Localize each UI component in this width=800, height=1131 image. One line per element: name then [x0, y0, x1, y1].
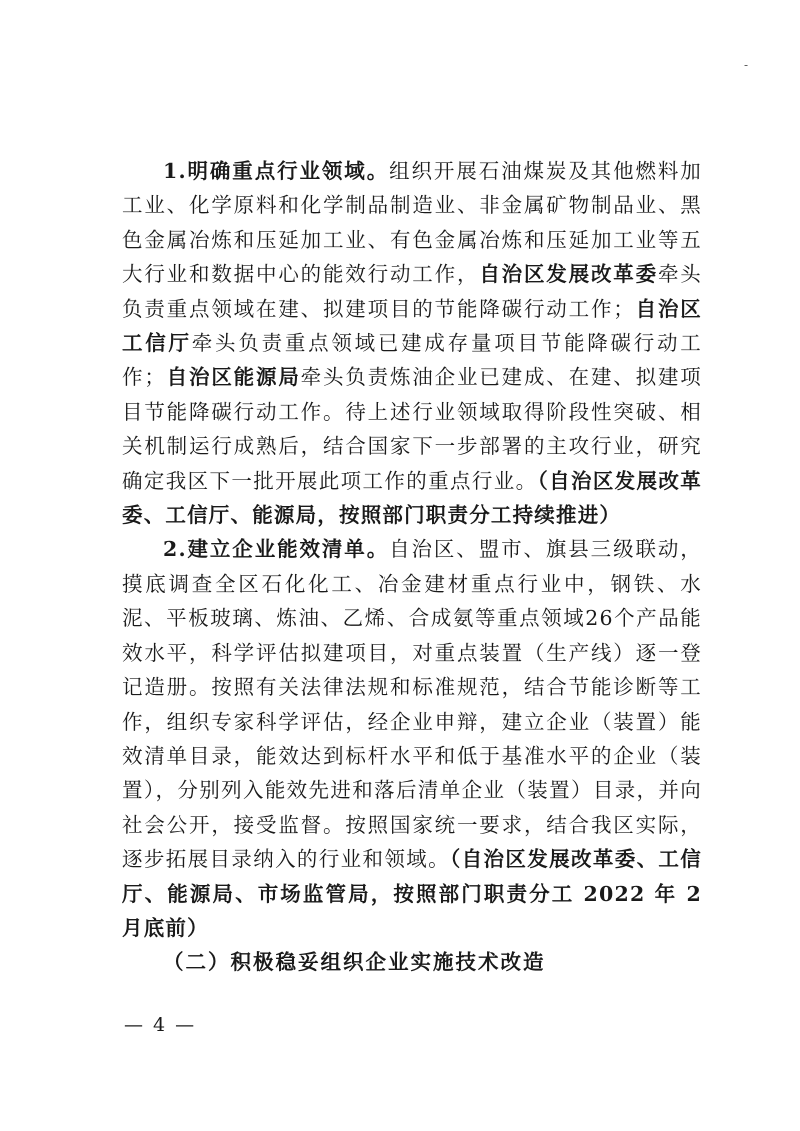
section-2-title: 2.建立企业能效清单。 [163, 537, 390, 562]
section-heading-2: （二）积极稳妥组织企业实施技术改造 [163, 950, 546, 975]
paragraph-1 [122, 154, 702, 532]
section-2-note: （自治区发展改革委、工信厅、能源局、市场监管局，按照部门职责分工 2022 年 2 月底前） [122, 847, 703, 940]
section-1-title: 1.明确重点行业领域。 [163, 159, 390, 183]
document-body [122, 154, 702, 980]
org-industry-it: 自治区工信厅 [122, 296, 702, 356]
section-1-text-b: 牵头负责重点领域在建、拟建项目的节能降碳行动工作； [122, 262, 703, 321]
corner-mark: - [744, 58, 750, 72]
section-1-note: （自治区发展改革委、工信厅、能源局，按照部门职责分工持续推进） [122, 468, 702, 528]
section-1-text-c: 牵头负责重点领域已建成存量项目节能降碳行动工作； [122, 331, 702, 390]
section-2-text: 自治区、盟市、旗县三级联动，摸底调查全区石化化工、冶金建材重点行业中，钢铁、水泥、平板玻璃、炼油、乙烯、合成氨等重点领域26个产品能效水平，科学评估拟建项目，对重点装置（生产线）逐一登记造册。按照有关法律法规和标准规范，结合节能诊断等工作，组织专家科学评估，经企业申辩，建立企业（装置）能效清单目录，能效达到标杆水平和低于基准水平的企业（装置），分别列入能效先进和落后清单企业（装置）目录，并向社会公开，接受监督。按照国家统一要求，结合我区实际，逐步拓展目录纳入的行业和领域。 [122, 537, 702, 872]
section-1-text-a: 组织开展石油煤炭及其他燃料加工业、化学原料和化学制品制造业、非金属矿物制品业、黑色金属冶炼和压延加工业、有色金属冶炼和压延加工业等五大行业和数据中心的能效行动工作， [122, 159, 702, 287]
paragraph-2 [122, 532, 702, 945]
org-energy-bureau: 自治区能源局 [166, 365, 301, 390]
page-number: — 4 — [124, 1014, 197, 1036]
section-1-text-d: 牵头负责炼油企业已建成、在建、拟建项目节能降碳行动工作。待上述行业领域取得阶段性突破、相关机制运行成熟后，结合国家下一步部署的主攻行业，研究确定我区下一批开展此项工作的重点行业。 [122, 365, 702, 493]
org-development-reform: 自治区发展改革委 [479, 262, 658, 287]
